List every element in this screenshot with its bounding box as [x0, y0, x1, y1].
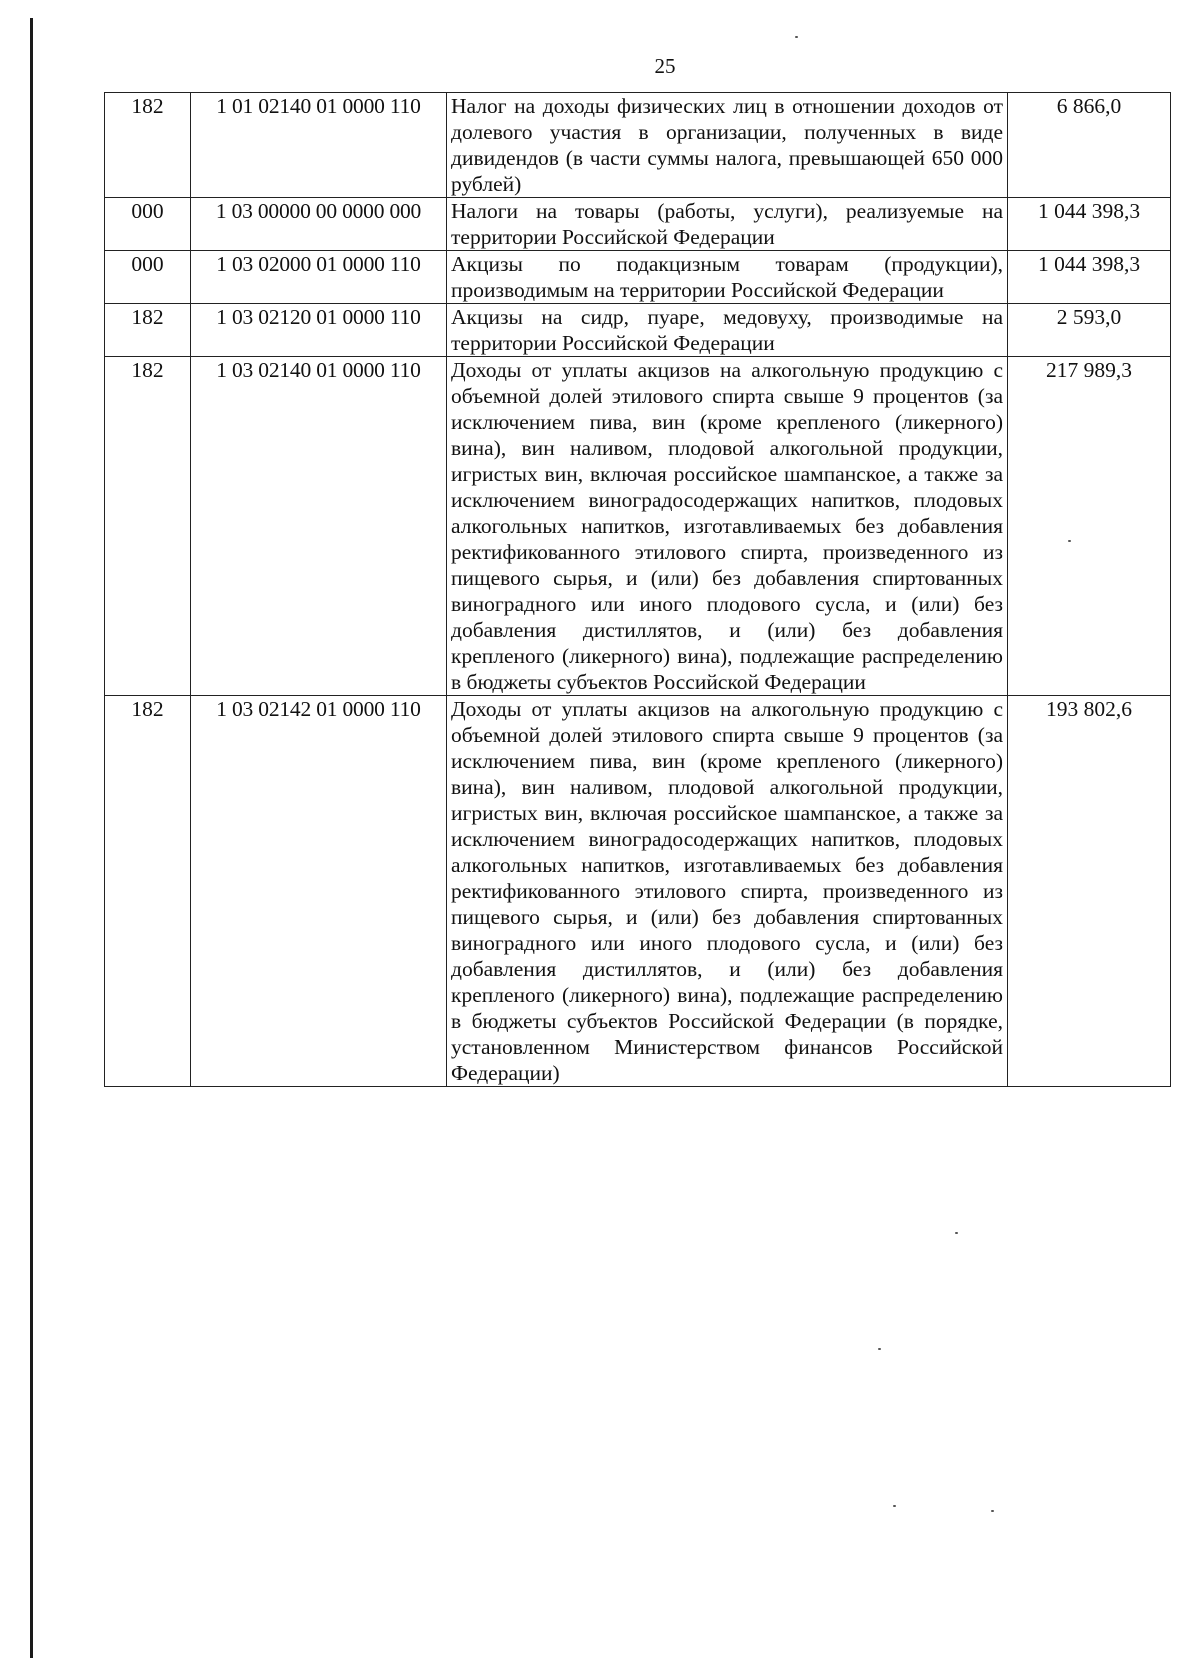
scan-speck — [878, 1348, 881, 1350]
admin-code-cell: 182 — [105, 93, 191, 198]
revenue-name-cell: Акцизы по подакцизным товарам (продукции), производимым на территории Российской Федерации — [447, 251, 1008, 304]
table-row — [105, 251, 1171, 304]
table-row — [105, 198, 1171, 251]
budget-code-cell: 1 03 02000 01 0000 110 — [191, 251, 447, 304]
revenue-name-cell: Акцизы на сидр, пуаре, медовуху, производимые на территории Российской Федерации — [447, 304, 1008, 357]
scan-border-line — [30, 18, 33, 1658]
revenue-table — [104, 92, 1171, 1087]
page-number: 25 — [654, 54, 676, 78]
table-row — [105, 93, 1171, 198]
scan-speck — [1068, 540, 1071, 542]
table-row — [105, 304, 1171, 357]
revenue-name-cell: Налоги на товары (работы, услуги), реализуемые на территории Российской Федерации — [447, 198, 1008, 251]
admin-code-cell: 182 — [105, 696, 191, 1087]
revenue-name-cell: Доходы от уплаты акцизов на алкогольную продукцию с объемной долей этилового спирта свыше 9 процентов (за исключением пива, вин (кроме крепленого (ликерного) вина), вин наливом, плодовой алкогольной продукции, игристых вин, включая российское шампанское, а также за исключением виноградосодержащих напитков, плодовых алкогольных напитков, изготавливаемых без добавления ректификованного этилового спирта, произведенного из пищевого сырья, и (или) без добавления спиртованных виноградного или иного плодового сусла, и (или) без добавления дистиллятов, и (или) без добавления крепленого (ликерного) вина), подлежащие распределению в бюджеты субъектов Российской Федерации — [447, 357, 1008, 696]
budget-code-cell: 1 03 02140 01 0000 110 — [191, 357, 447, 696]
amount-cell: 6 866,0 — [1008, 93, 1171, 198]
admin-code-cell: 000 — [105, 198, 191, 251]
budget-code-cell: 1 03 02142 01 0000 110 — [191, 696, 447, 1087]
amount-cell: 1 044 398,3 — [1008, 198, 1171, 251]
revenue-name-cell: Доходы от уплаты акцизов на алкогольную продукцию с объемной долей этилового спирта свыше 9 процентов (за исключением пива, вин (кроме крепленого (ликерного) вина), вин наливом, плодовой алкогольной продукции, игристых вин, включая российское шампанское, а также за исключением виноградосодержащих напитков, плодовых алкогольных напитков, изготавливаемых без добавления ректификованного этилового спирта, произведенного из пищевого сырья, и (или) без добавления спиртованных виноградного или иного плодового сусла, и (или) без добавления дистиллятов, и (или) без добавления крепленого (ликерного) вина), подлежащие распределению в бюджеты субъектов Российской Федерации (в порядке, установленном Министерством финансов Российской Федерации) — [447, 696, 1008, 1087]
amount-cell: 217 989,3 — [1008, 357, 1171, 696]
table-row — [105, 357, 1171, 696]
admin-code-cell: 000 — [105, 251, 191, 304]
budget-code-cell: 1 03 02120 01 0000 110 — [191, 304, 447, 357]
table-row — [105, 696, 1171, 1087]
scan-speck — [955, 1232, 958, 1234]
amount-cell: 1 044 398,3 — [1008, 251, 1171, 304]
scan-speck — [893, 1505, 896, 1507]
budget-code-cell: 1 01 02140 01 0000 110 — [191, 93, 447, 198]
admin-code-cell: 182 — [105, 304, 191, 357]
budget-code-cell: 1 03 00000 00 0000 000 — [191, 198, 447, 251]
scan-speck — [991, 1510, 994, 1512]
admin-code-cell: 182 — [105, 357, 191, 696]
scan-speck — [795, 36, 798, 38]
amount-cell: 2 593,0 — [1008, 304, 1171, 357]
amount-cell: 193 802,6 — [1008, 696, 1171, 1087]
revenue-name-cell: Налог на доходы физических лиц в отношении доходов от долевого участия в организации, полученных в виде дивидендов (в части суммы налога, превышающей 650 000 рублей) — [447, 93, 1008, 198]
